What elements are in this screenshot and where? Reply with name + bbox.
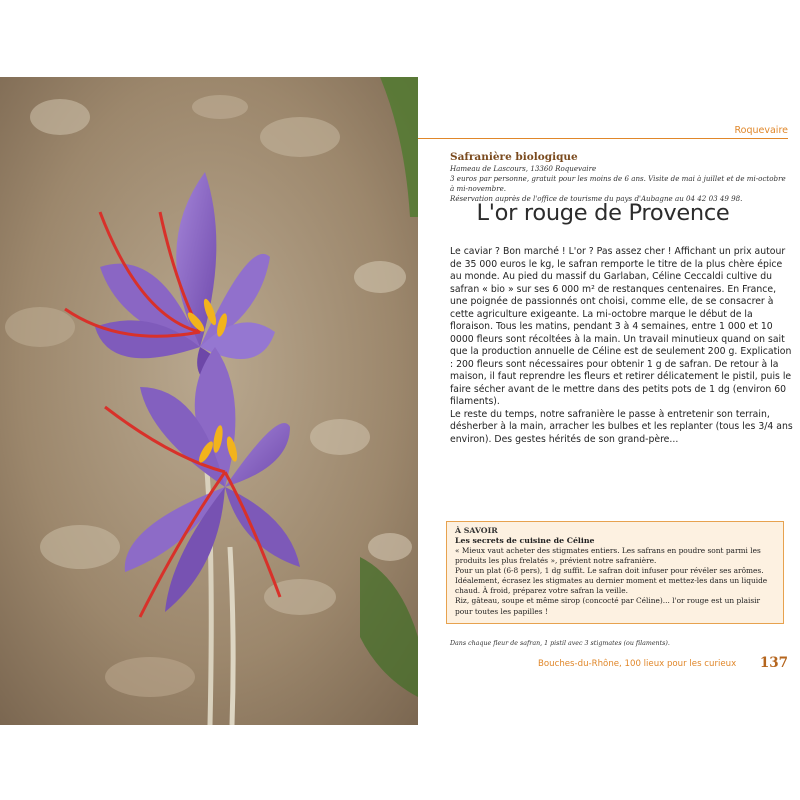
venue-name: Safranière biologique [450,151,578,163]
photo-caption: Dans chaque fleur de safran, 1 pistil avec 3 stigmates (ou filaments). [450,640,670,647]
article-paragraph: Le caviar ? Bon marché ! L'or ? Pas assez cher ! Affichant un prix autour de 35 000 euros le kg, le safran remporte le titre de la plus chère épice au monde. Au pied du massif du Garlaban, Céline Ceccaldi cultive du safran « bio » sur ses 6 000 m² de restanques centenaires. En France, une poignée de passionnés ont choisi, comme elle, de se consacrer à cette agriculture exigeante. La mi-octobre marque le début de la floraison. Tous les matins, pendant 3 à 4 semaines, entre 1 000 et 10 0000 fleurs sont récoltées à la main. Un travail minutieux quand on sait que la production annuelle de Céline est de seulement 200 g. Explication : 200 fleurs sont nécessaires pour obtenir 1 g de safran. De retour à la maison, il faut reprendre les fleurs et retirer délicatement le pistil, puis le faire sécher avant de le mettre dans des petits pots de 1 dg (environ 60 filaments). [450,246,792,407]
tips-kicker: À SAVOIR [455,526,498,535]
header-rule [418,138,788,139]
tips-paragraph: Pour un plat (6-8 pers), 1 dg suffit. Le safran doit infuser pour révéler ses arômes. Idéalement, écrasez les stigmates au dernier moment et mettez-les dans un liquide chaud. À froid, préparez votre safran la veille. [455,566,768,596]
tips-paragraph: Riz, gâteau, soupe et même sirop (concocté par Céline)... l'or rouge est un plaisir pour toutes les papilles ! [455,596,761,616]
venue-booking: Réservation auprès de l'office de tourisme du pays d'Aubagne au 04 42 03 49 98. [450,194,743,203]
section-label: Roquevaire [734,125,788,136]
page-number: 137 [759,655,788,671]
tips-title: Les secrets de cuisine de Céline [455,536,595,545]
venue-details: 3 euros par personne, gratuit pour les moins de 6 ans. Visite de mai à juillet et de mi-octobre à mi-novembre. [450,174,786,193]
venue-block [450,151,790,204]
article-paragraph: Le reste du temps, notre safranière le passe à entretenir son terrain, désherber à la main, arracher les bulbes et les replanter (tous les 3/4 ans environ). Des gestes hérités de son grand-père... [450,408,793,445]
saffron-flower-photo [0,77,418,725]
tips-box [446,521,784,624]
book-page [418,77,800,725]
article-body [450,246,796,446]
tips-paragraph: « Mieux vaut acheter des stigmates entiers. Les safrans en poudre sont parmi les produits les plus frelatés », prévient notre safranière. [455,546,761,566]
tips-text [455,546,775,617]
footer-book-title: Bouches-du-Rhône, 100 lieux pour les curieux [538,659,737,669]
article-title: L'or rouge de Provence [476,200,730,226]
venue-address: Hameau de Lascours, 13360 Roquevaire [450,164,597,173]
